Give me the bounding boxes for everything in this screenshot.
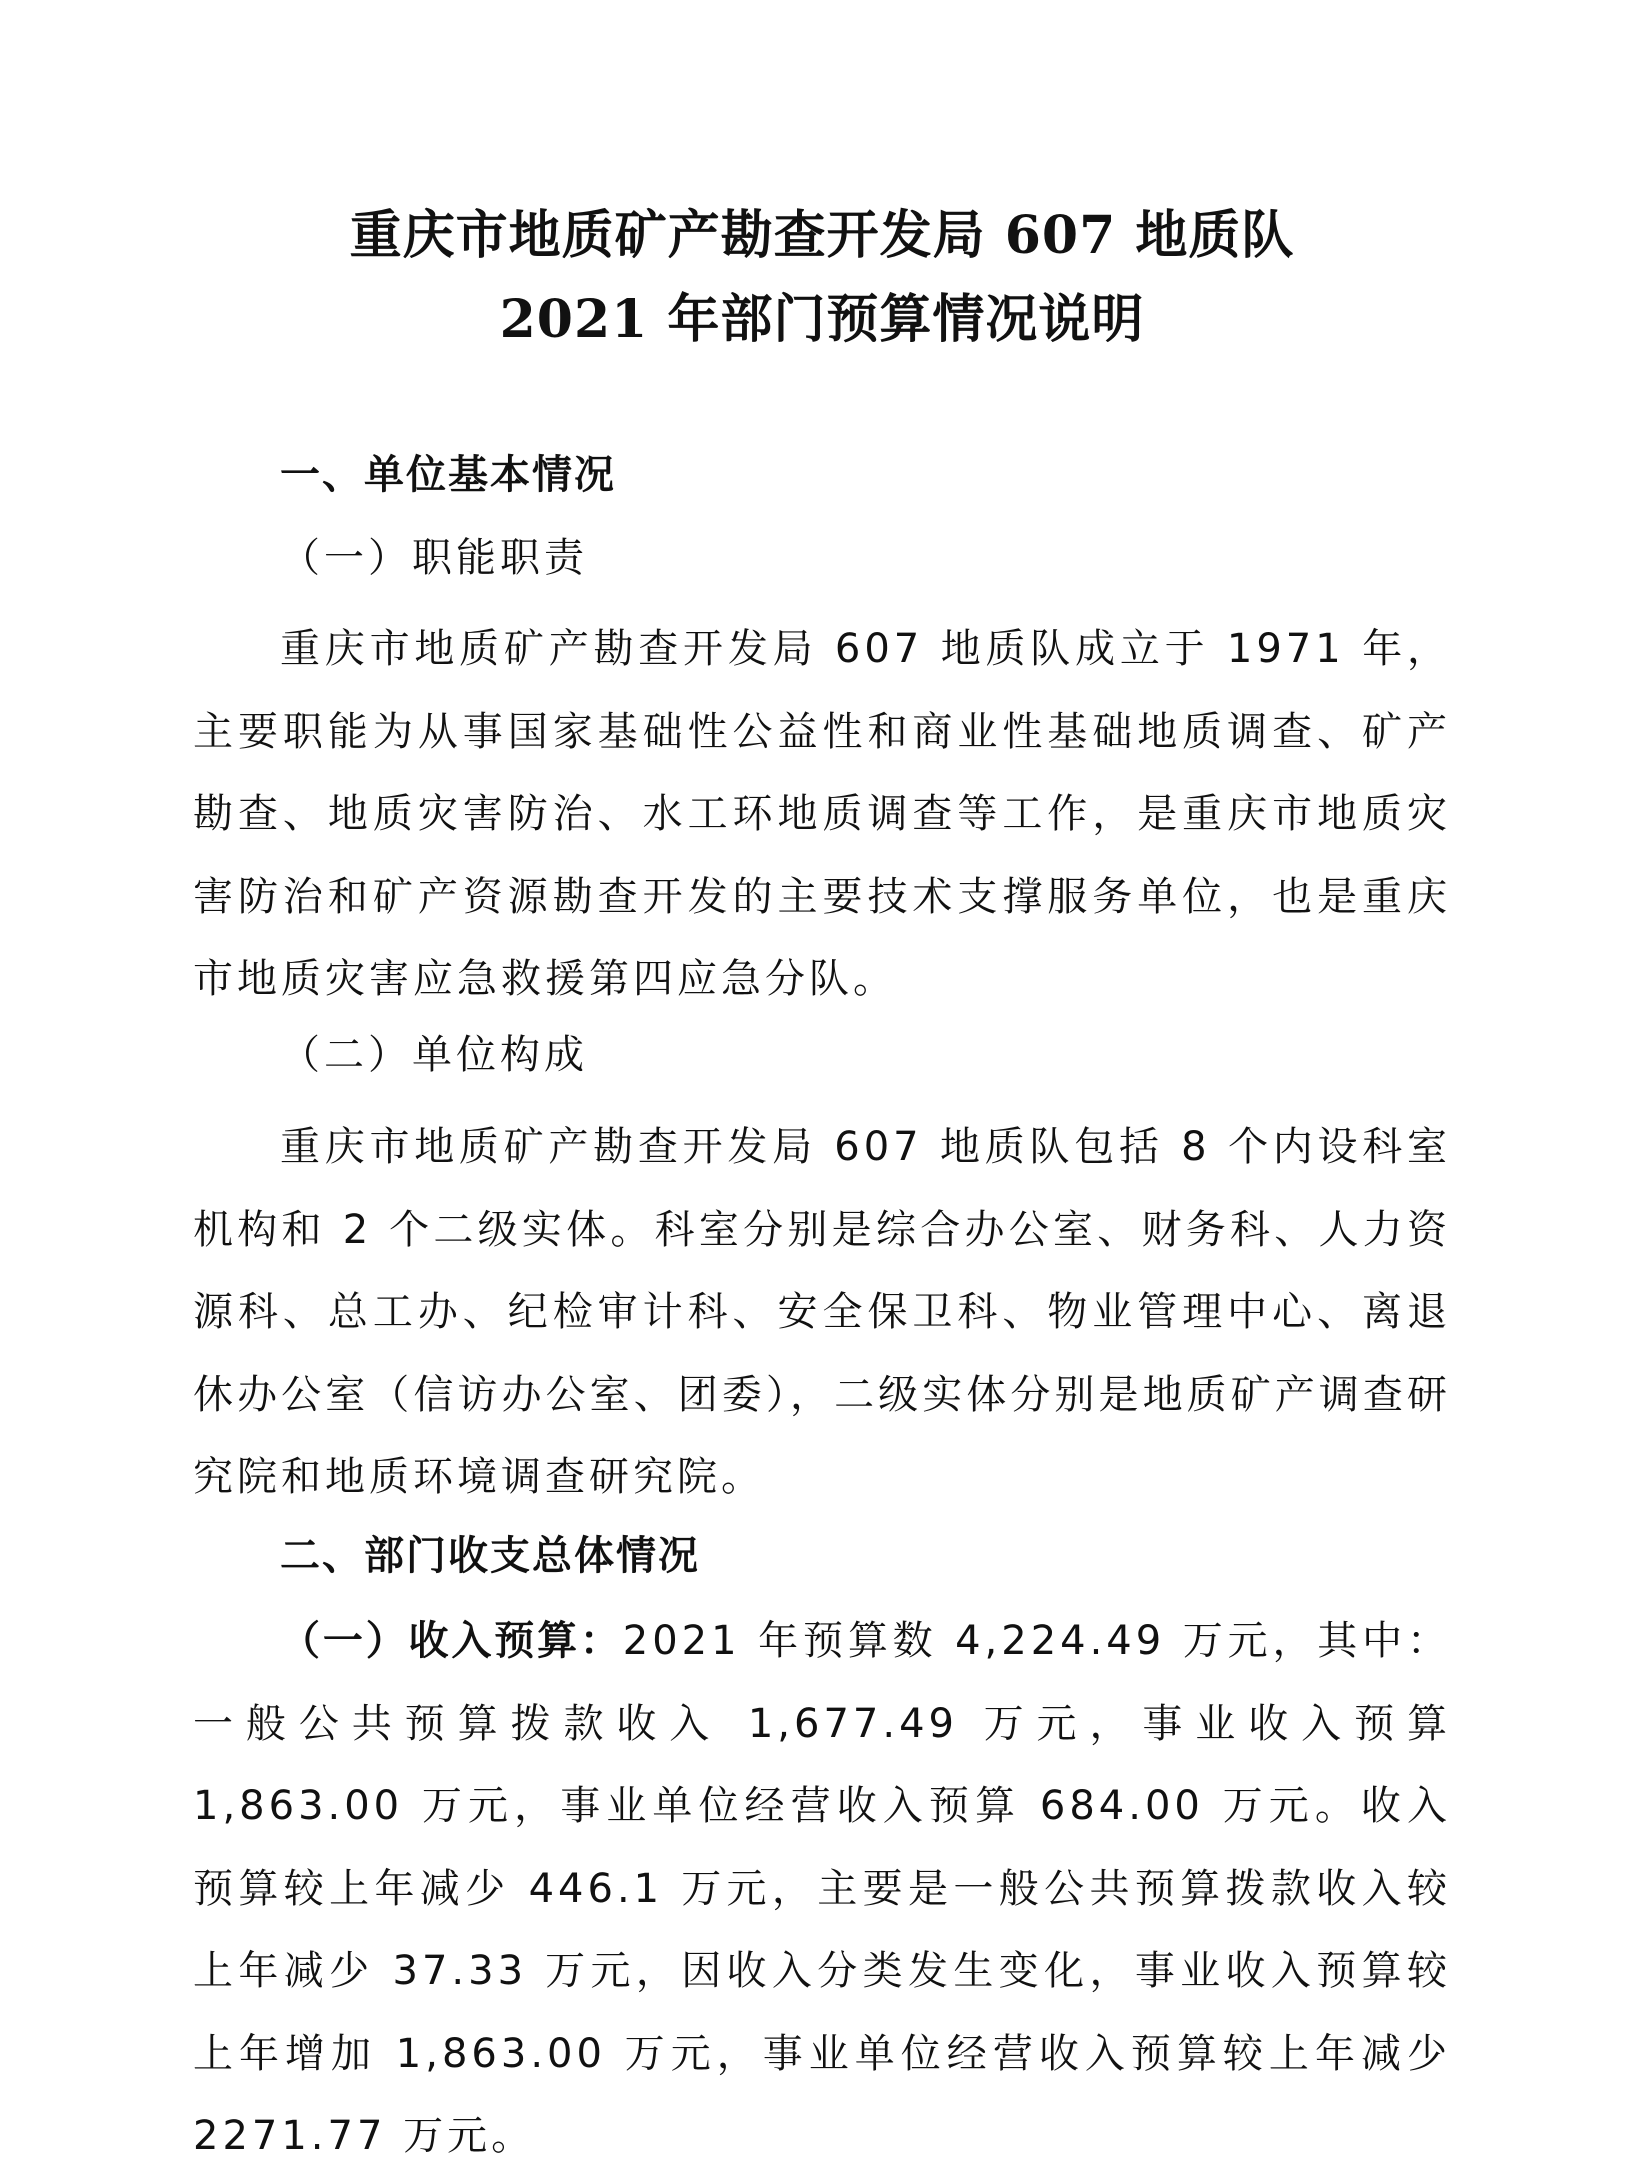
- section2-heading: 二、部门收支总体情况: [280, 1533, 700, 1579]
- section2-sub1-paragraph: [193, 1600, 1451, 2178]
- section1-sub1-paragraph: 重庆市地质矿产勘查开发局 607 地质队成立于 1971 年，主要职能为从事国家基础性公益性和商业性基础地质调查、矿产勘查、地质灾害防治、水工环地质调查等工作，是重庆市地质灾害防治和矿产资源勘查开发的主要技术支撑服务单位，也是重庆市地质灾害应急救援第四应急分队。: [193, 626, 1451, 1002]
- document-title-line2: 2021 年部门预算情况说明: [499, 289, 1145, 350]
- section1-sub1-heading: （一）职能职责: [280, 535, 588, 581]
- document-title-line1: 重庆市地质矿产勘查开发局 607 地质队: [349, 205, 1295, 266]
- section2-sub1-label: （一）收入预算：: [280, 1618, 623, 1664]
- section1-sub2-paragraph: 重庆市地质矿产勘查开发局 607 地质队包括 8 个内设科室机构和 2 个二级实体。科室分别是综合办公室、财务科、人力资源科、总工办、纪检审计科、安全保卫科、物业管理中心、离退休办公室（信访办公室、团委），二级实体分别是地质矿产调查研究院和地质环境调查研究院。: [193, 1124, 1451, 1500]
- section1-heading: 一、单位基本情况: [280, 452, 616, 498]
- section1-sub2-heading: （二）单位构成: [280, 1032, 588, 1078]
- section2-sub1-text: 2021 年预算数 4,224.49 万元，其中：一般公共预算拨款收入 1,677.49 万元，事业收入预算 1,863.00 万元，事业单位经营收入预算 684.00 万元。收入预算较上年减少 446.1 万元，主要是一般公共预算拨款收入较上年减少 37.33 万元，因收入分类发生变化，事业收入预算较上年增加 1,863.00 万元，事业单位经营收入预算较上年减少 2271.77 万元。: [193, 1618, 1452, 2159]
